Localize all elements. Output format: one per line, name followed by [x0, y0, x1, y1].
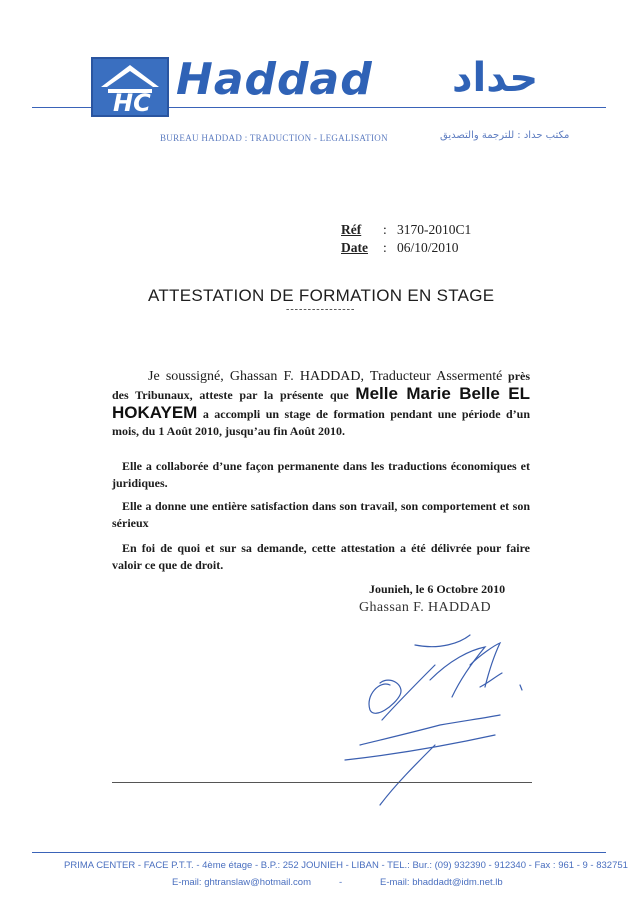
footer-address: PRIMA CENTER - FACE P.T.T. - 4ème étage - B.P.: 252 JOUNIEH - LIBAN - TEL.: Bur.: (09) 932390 - 912340 - Fax : 961 - 9 - 832751 [64, 860, 628, 871]
signature-place-date: Jounieh, le 6 Octobre 2010 [369, 582, 506, 596]
date-label: Date [341, 240, 368, 255]
ref-label: Réf [341, 222, 362, 237]
footer-rule [32, 852, 606, 853]
brand-name-arabic: حداد [452, 55, 539, 101]
signature-name: Ghassan F. HADDAD [359, 600, 492, 615]
paragraph-4: En foi de quoi et sur sa demande, cette attestation a été délivrée pour faire valoir ce que de droit. [112, 541, 530, 572]
title-underline: ---------------- [286, 304, 356, 315]
signature-rule [112, 782, 532, 783]
footer-email-2: E-mail: bhaddadt@idm.net.lb [380, 877, 503, 888]
house-logo-icon [91, 57, 169, 117]
paragraph-1 [112, 368, 530, 440]
paragraph-1-part-a: près des Tribunaux, atteste par la présente que [112, 369, 531, 402]
paragraph-1-part-b: a accompli un stage de formation pendant une période d’un mois, du 1 Août 2010, jusqu’au fin Août 2010. [112, 407, 530, 438]
handwritten-signature [320, 625, 540, 840]
reference-row: Réf : 3170-2010C1 [341, 222, 472, 237]
paragraph-3: Elle a donne une entière satisfaction dans son travail, son comportement et son sérieux [112, 499, 530, 530]
bureau-tagline-french: BUREAU HADDAD : TRADUCTION - LEGALISATION [160, 133, 388, 143]
date-row: Date : 06/10/2010 [341, 240, 459, 255]
paragraph-1-lead: Je soussigné, Ghassan F. HADDAD, Traducteur Assermenté [148, 369, 503, 384]
trainee-name: Melle Marie Belle EL HOKAYEM [112, 384, 531, 422]
bureau-tagline-arabic: مكتب حداد : للترجمة والتصديق [440, 130, 570, 141]
document-title: ATTESTATION DE FORMATION EN STAGE [148, 286, 495, 305]
brand-name-latin: Haddad [176, 54, 373, 105]
footer-separator: - [339, 877, 343, 888]
paragraph-2: Elle a collaborée d’une façon permanente dans les traductions économiques et juridiques. [112, 459, 530, 490]
ref-value: 3170-2010C1 [397, 222, 472, 237]
footer-email-1: E-mail: ghtranslaw@hotmail.com [172, 877, 311, 888]
svg-text:HC: HC [113, 89, 151, 115]
date-value: 06/10/2010 [397, 240, 459, 255]
